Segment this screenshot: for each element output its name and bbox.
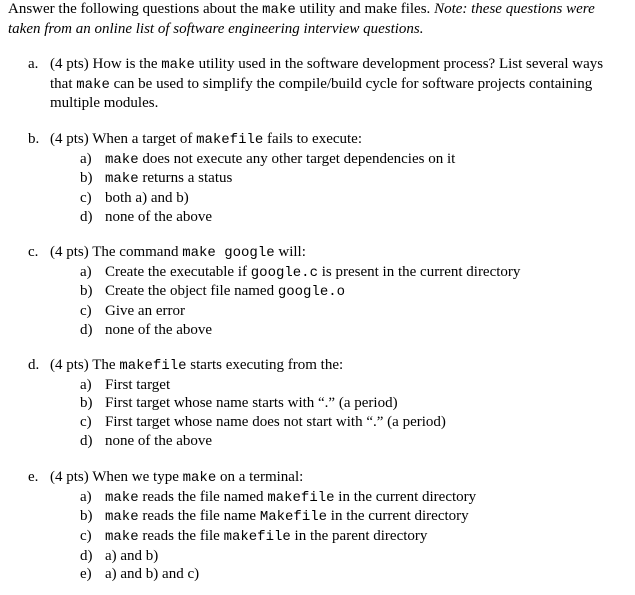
option-label: d)	[80, 208, 93, 225]
option-item	[80, 488, 618, 508]
option-label: a)	[80, 150, 92, 167]
option-label: b)	[80, 170, 93, 187]
text-span: The	[88, 357, 120, 373]
option-item	[80, 527, 618, 547]
option-label: b)	[80, 395, 93, 412]
option-label: d)	[80, 321, 93, 338]
code-token: make	[182, 470, 217, 486]
option-label: d)	[80, 432, 93, 449]
question-stem	[50, 468, 618, 488]
code-token: make	[76, 76, 110, 93]
text-span: reads the file named	[138, 488, 268, 505]
text-span: in the parent directory	[290, 527, 428, 544]
points-label: (4 pts)	[50, 357, 89, 373]
question-letter: b.	[28, 131, 40, 147]
question-stem	[50, 356, 618, 376]
points-label: (4 pts)	[50, 56, 89, 72]
text-span: reads the file	[138, 527, 224, 544]
intro-paragraph	[8, 0, 628, 39]
question-e	[28, 468, 618, 584]
text-span: both a) and b)	[105, 189, 189, 206]
question-stem	[50, 55, 618, 113]
option-label: b)	[80, 283, 93, 300]
text-span: Give an error	[105, 302, 185, 319]
option-label: c)	[80, 189, 92, 206]
text-span: Create the executable if	[105, 263, 251, 280]
code-token: make	[105, 171, 139, 188]
option-label: a)	[80, 263, 92, 280]
document-page	[8, 0, 628, 39]
text-span: When a target of	[88, 131, 197, 147]
text-span: in the current directory	[327, 508, 469, 525]
question-c	[28, 243, 618, 339]
option-item	[80, 376, 618, 395]
options-list	[28, 263, 618, 340]
option-item	[80, 169, 618, 189]
option-item	[80, 413, 618, 432]
text-span: a) and b)	[105, 547, 159, 564]
option-label: e)	[80, 566, 92, 583]
text-span: reads the file name	[138, 508, 260, 525]
text-span: will:	[274, 244, 306, 260]
question-stem	[50, 243, 618, 263]
question-b	[28, 130, 618, 226]
option-item	[80, 208, 618, 227]
points-label: (4 pts)	[50, 469, 89, 485]
option-item	[80, 150, 618, 170]
points-label: (4 pts)	[50, 131, 89, 147]
code-token: make	[105, 151, 139, 168]
text-span: First target whose name does not start with “.” (a period)	[105, 413, 446, 430]
text-span: can be used to simplify the compile/build cycle for software projects containing multiple modules.	[50, 75, 593, 111]
option-label: a)	[80, 488, 92, 505]
option-item	[80, 263, 618, 283]
code-token: make	[105, 528, 139, 545]
intro-text-2: utility and make files.	[295, 1, 435, 17]
text-span: First target whose name starts with “.” (a period)	[105, 395, 398, 412]
option-label: b)	[80, 508, 93, 525]
code-token: makefile	[196, 132, 264, 148]
text-span: none of the above	[105, 208, 213, 225]
option-label: c)	[80, 302, 92, 319]
question-letter: d.	[28, 357, 40, 373]
option-label: c)	[80, 413, 92, 430]
question-d	[28, 356, 618, 450]
question-stem	[50, 130, 618, 150]
text-span: a) and b) and c)	[105, 566, 200, 583]
text-span: Create the object file named	[105, 283, 278, 300]
option-label: c)	[80, 527, 92, 544]
question-letter: a.	[28, 56, 39, 72]
text-span: How is the	[88, 56, 162, 72]
question-a	[28, 55, 618, 113]
question-letter: c.	[28, 244, 39, 260]
intro-note: Note: these questions were taken from an online list of software engineering interview questions.	[8, 1, 595, 37]
code-token: makefile	[267, 489, 335, 506]
question-letter: e.	[28, 469, 39, 485]
text-span: First target	[105, 376, 171, 393]
text-span: When we type	[88, 469, 183, 485]
text-span: starts executing from the:	[186, 357, 344, 373]
option-label: d)	[80, 547, 93, 564]
code-token: make	[105, 489, 139, 506]
options-list	[28, 376, 618, 451]
option-item	[80, 302, 618, 321]
option-item	[80, 321, 618, 340]
text-span: does not execute any other target dependencies on it	[138, 150, 456, 167]
code-token: google.c	[250, 264, 318, 281]
text-span: on a terminal:	[216, 469, 304, 485]
options-list	[28, 150, 618, 227]
option-item	[80, 432, 618, 451]
code-token: makefile	[223, 528, 291, 545]
code-token: makefile	[119, 358, 187, 374]
text-span: none of the above	[105, 321, 213, 338]
option-item	[80, 565, 618, 584]
option-label: a)	[80, 376, 92, 393]
code-token: make	[161, 57, 195, 73]
text-span: returns a status	[138, 170, 233, 187]
code-token: make	[105, 509, 139, 526]
option-item	[80, 547, 618, 566]
code-token: google.o	[277, 284, 346, 301]
intro-text: Answer the following questions about the	[8, 1, 263, 17]
text-span: is present in the current directory	[317, 263, 521, 280]
text-span: in the current directory	[334, 488, 477, 505]
text-span: fails to execute:	[263, 131, 363, 147]
points-label: (4 pts)	[50, 244, 89, 260]
option-item	[80, 189, 618, 208]
code-token: Makefile	[259, 509, 328, 526]
option-item	[80, 507, 618, 527]
intro-code: make	[262, 2, 296, 18]
code-token: make google	[182, 245, 275, 261]
text-span: The command	[88, 244, 183, 260]
options-list	[28, 488, 618, 585]
text-span: utility used in the software development process? List several ways that	[50, 56, 604, 92]
option-item	[80, 282, 618, 302]
text-span: none of the above	[105, 432, 213, 449]
option-item	[80, 394, 618, 413]
